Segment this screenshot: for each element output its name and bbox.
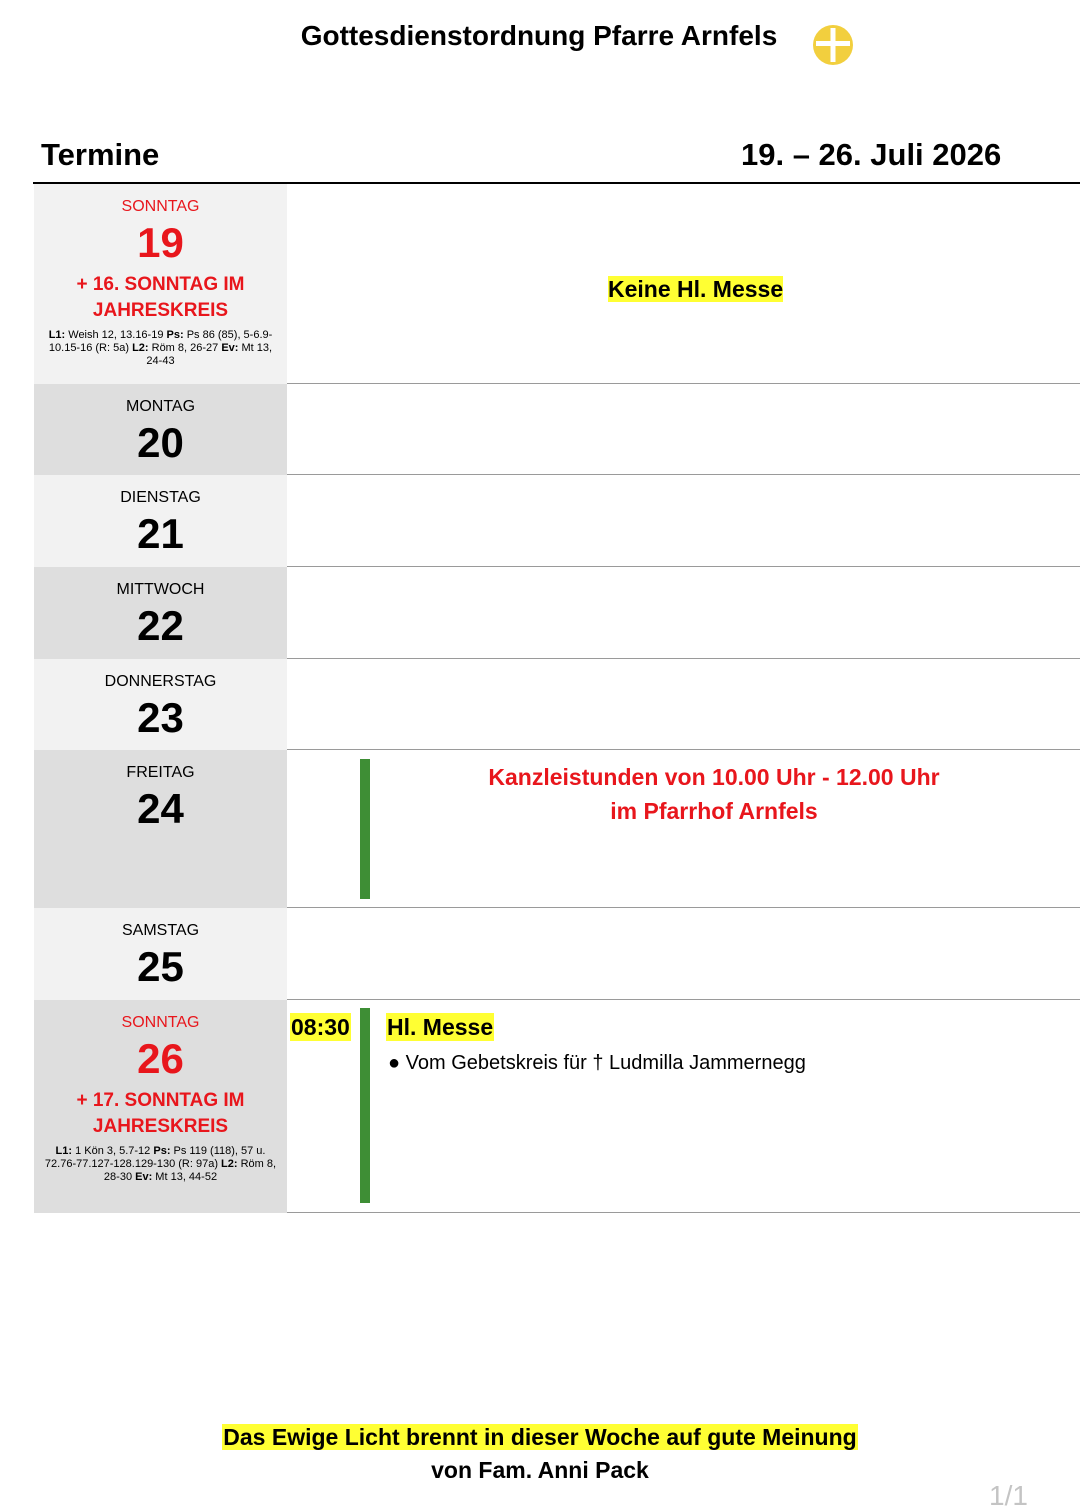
weekday-label: SONNTAG <box>121 1014 200 1031</box>
no-mass-notice: Keine Hl. Messe <box>608 276 784 302</box>
row-divider <box>287 1212 1080 1213</box>
day-row-26 <box>34 1000 1080 1213</box>
date-range: 19. – 26. Juli 2026 <box>741 137 1002 172</box>
day-cell <box>34 1000 287 1213</box>
eternal-light-donor: von Fam. Anni Pack <box>431 1457 649 1483</box>
day-number: 25 <box>137 943 184 990</box>
event-marker-bar <box>360 1008 370 1203</box>
day-cell <box>34 184 287 384</box>
event-time: 08:30 <box>291 1014 350 1040</box>
day-cell <box>34 908 287 1000</box>
day-number: 22 <box>137 602 184 649</box>
section-label: Termine <box>41 137 160 172</box>
day-cell <box>34 384 287 475</box>
document-title: Gottesdienstordnung Pfarre Arnfels <box>300 20 778 51</box>
page-indicator: 1/1 <box>989 1480 1028 1511</box>
event-intention: ● Vom Gebetskreis für † Ludmilla Jammernegg <box>388 1052 806 1074</box>
day-cell <box>34 750 287 908</box>
event-marker-bar <box>360 759 370 899</box>
weekday-label: DONNERSTAG <box>104 673 217 690</box>
day-row-22 <box>34 567 1080 659</box>
day-row-25 <box>34 908 1080 1000</box>
cross-logo-icon <box>812 24 854 66</box>
scripture-readings: L1: 1 Kön 3, 5.7-12 Ps: Ps 119 (118), 57 u. 72.76-77.127-128.129-130 (R: 97a) L2: Röm 8, 28-30 Ev: Mt 13, 44-52 <box>44 1145 277 1183</box>
day-row-20 <box>34 384 1080 475</box>
day-number: 20 <box>137 419 184 466</box>
feast-name: + 16. SONNTAG IM JAHRESKREIS <box>76 274 245 321</box>
day-number: 21 <box>137 510 184 557</box>
day-row-21 <box>34 475 1080 567</box>
feast-name: + 17. SONNTAG IM JAHRESKREIS <box>76 1090 245 1137</box>
weekday-label: SONNTAG <box>121 198 200 215</box>
weekday-label: MITTWOCH <box>116 581 205 598</box>
footer-note <box>0 1421 1080 1487</box>
day-number: 24 <box>137 785 184 832</box>
day-row-23 <box>34 659 1080 750</box>
event-title: Hl. Messe <box>387 1014 494 1040</box>
weekday-label: MONTAG <box>125 398 196 415</box>
office-hours-notice: Kanzleistunden von 10.00 Uhr - 12.00 Uhr im Pfarrhof Arnfels <box>488 764 940 824</box>
day-number: 26 <box>137 1035 184 1082</box>
day-cell <box>34 475 287 567</box>
eternal-light-notice: Das Ewige Licht brennt in dieser Woche auf gute Meinung <box>223 1424 857 1450</box>
weekday-label: FREITAG <box>126 764 195 781</box>
scripture-readings: L1: Weish 12, 13.16-19 Ps: Ps 86 (85), 5-6.9-10.15-16 (R: 5a) L2: Röm 8, 26-27 Ev: Mt 13, 24-43 <box>48 329 273 367</box>
weekday-label: DIENSTAG <box>120 489 201 506</box>
day-number: 19 <box>137 219 184 266</box>
weekday-label: SAMSTAG <box>121 922 200 939</box>
day-number: 23 <box>137 694 184 741</box>
day-cell <box>34 659 287 750</box>
day-row-19 <box>34 184 1080 384</box>
day-row-24 <box>34 750 1080 908</box>
day-cell <box>34 567 287 659</box>
